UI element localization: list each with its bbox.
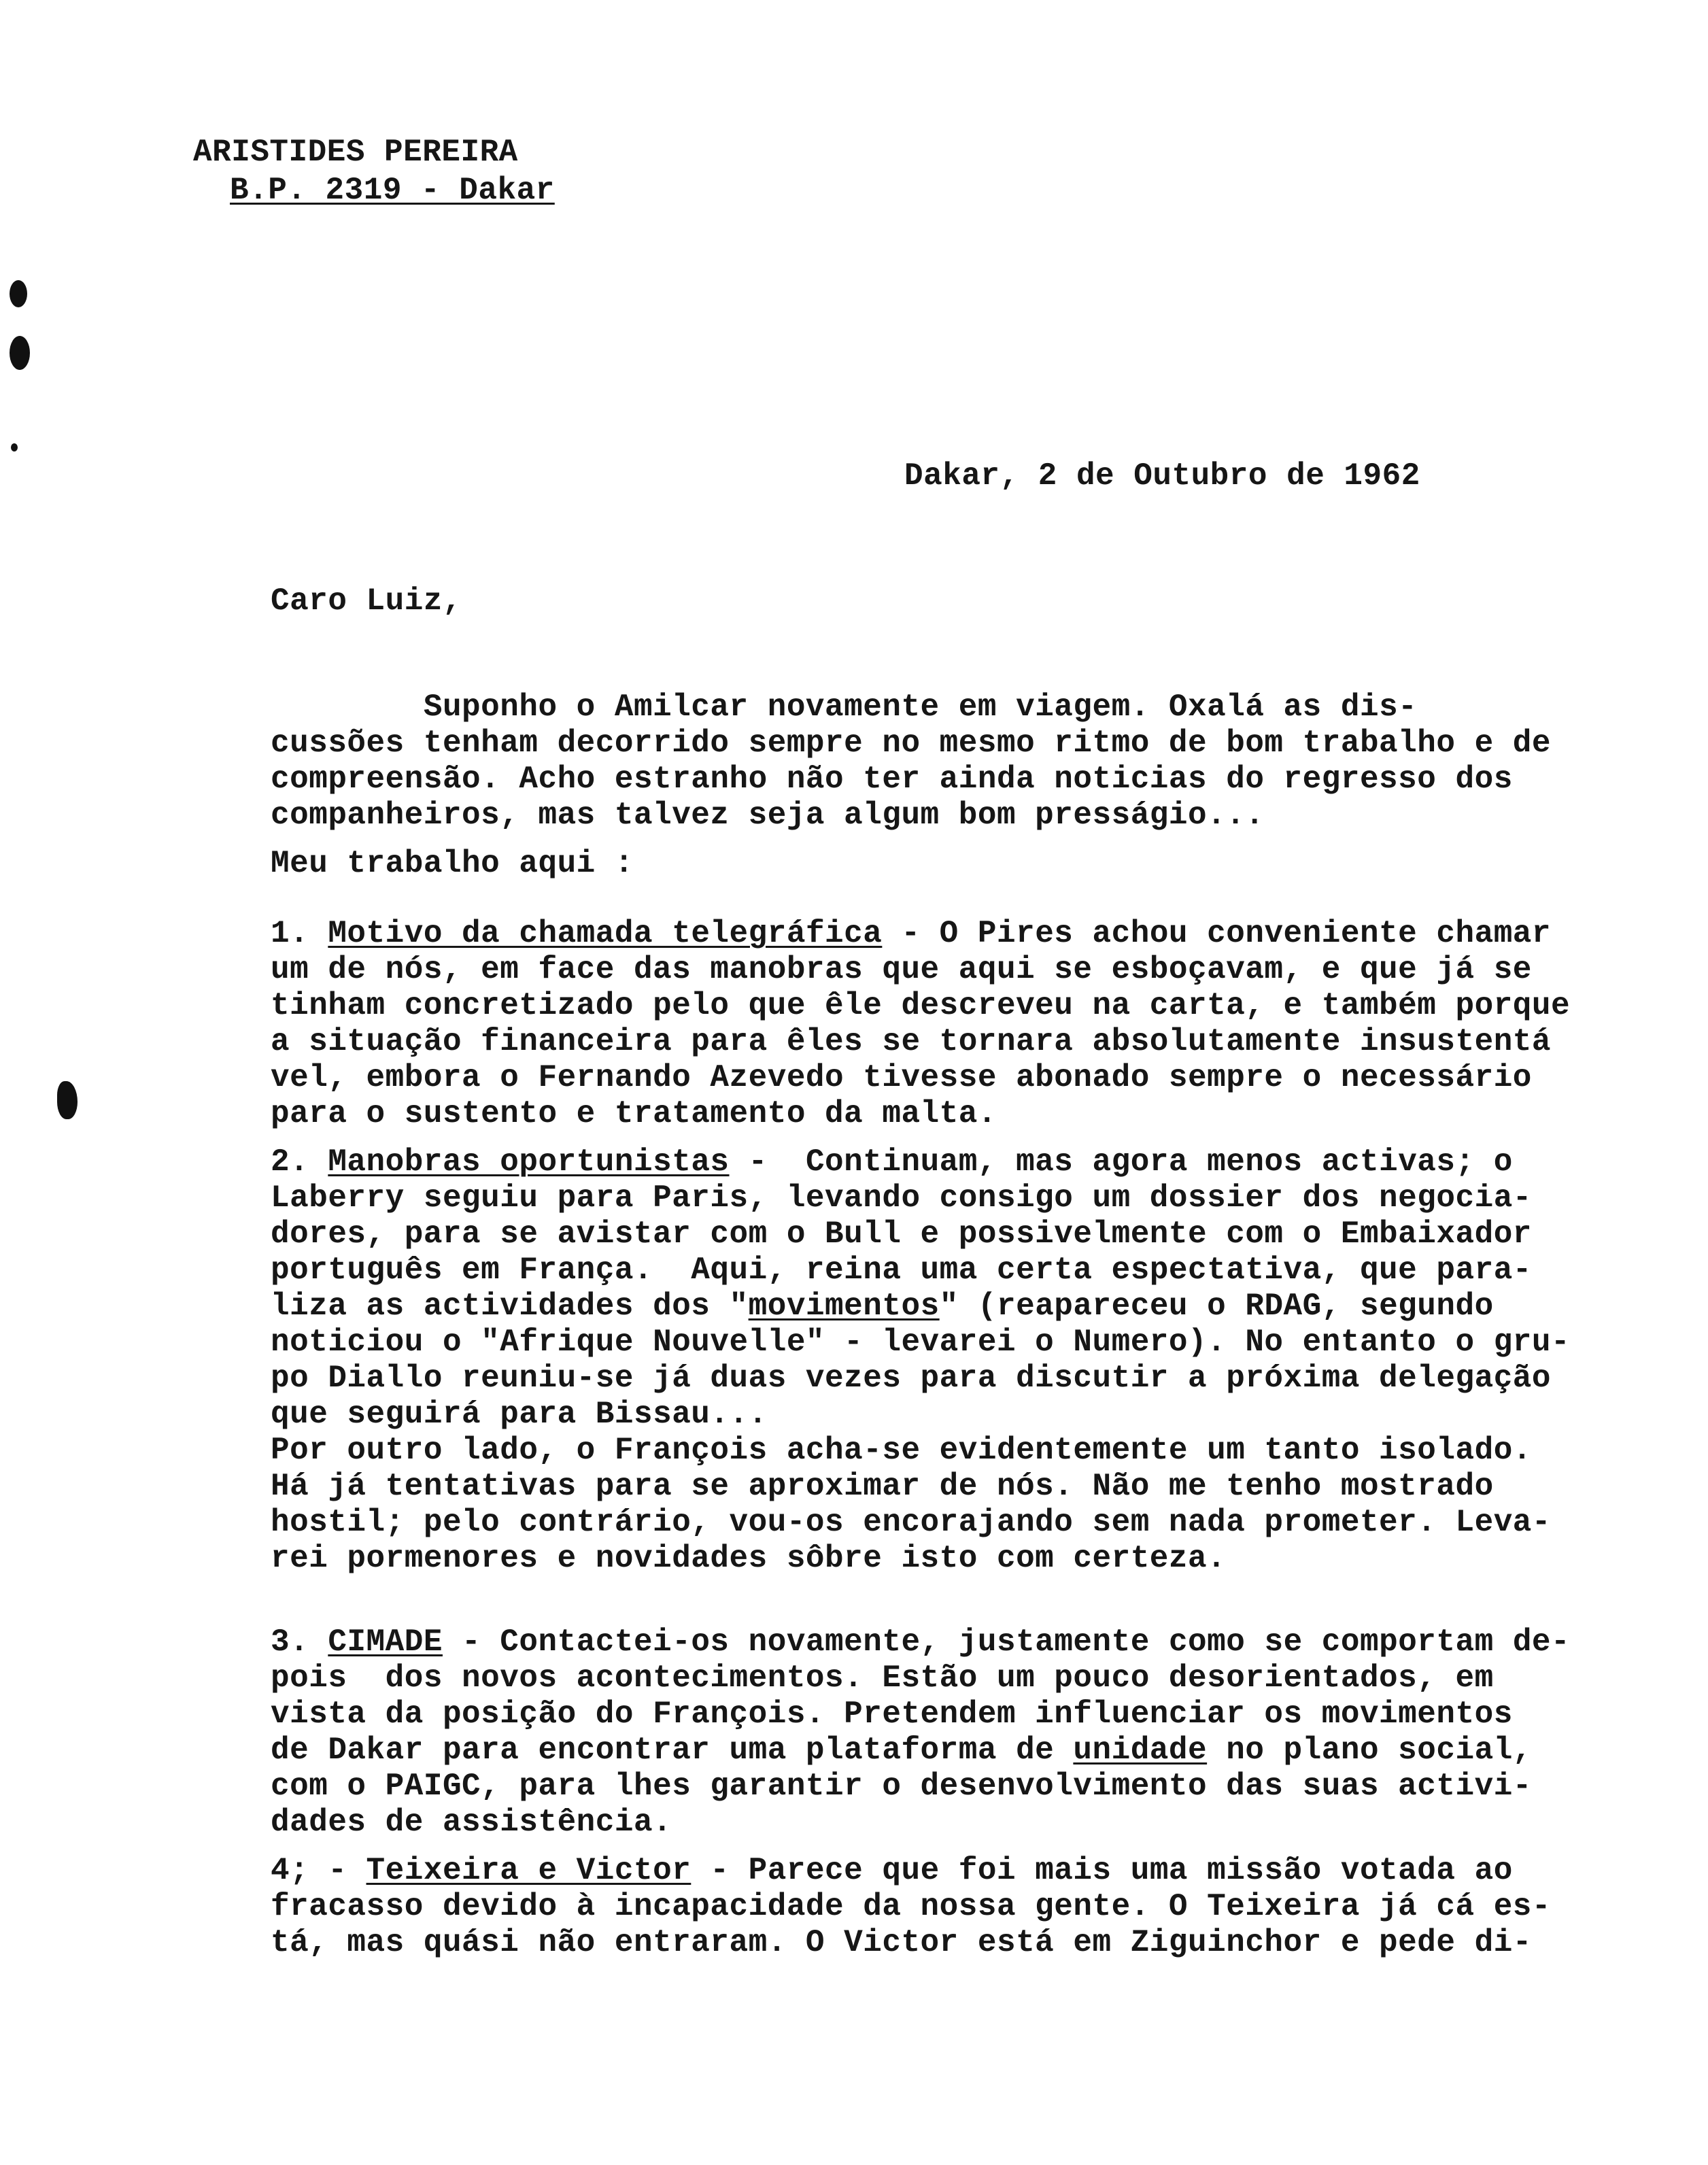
text-line: tá, mas quási não entraram. O Victor está em Ziguinchor e pede di- <box>271 1925 1532 1960</box>
item-2 <box>271 1144 1570 1577</box>
text-line: de Dakar para encontrar uma plataforma de unidade no plano social, <box>271 1733 1532 1768</box>
item-2-title: Manobras oportunistas <box>328 1144 730 1180</box>
item-4 <box>271 1853 1570 1961</box>
text-line: para o sustento e tratamento da malta. <box>271 1096 997 1131</box>
text-line: 2. Manobras oportunistas - Continuam, mas agora menos activas; o <box>271 1144 1513 1180</box>
text-line: Laberry seguiu para Paris, levando consigo um dossier dos negocia- <box>271 1180 1532 1216</box>
text-line: tinham concretizado pelo que êle descreveu na carta, e também porque <box>271 988 1571 1023</box>
sender-name: ARISTIDES PEREIRA <box>193 135 518 170</box>
letter-body <box>271 689 1570 1961</box>
text-line: hostil; pelo contrário, vou-os encorajando sem nada prometer. Leva- <box>271 1505 1552 1540</box>
text-line: rei pormenores e novidades sôbre isto com certeza. <box>271 1541 1227 1576</box>
text-line: companheiros, mas talvez seja algum bom presságio... <box>271 798 1265 833</box>
item-1-title: Motivo da chamada telegráfica <box>328 916 883 951</box>
text-line: com o PAIGC, para lhes garantir o desenvolvimento das suas activi- <box>271 1769 1532 1804</box>
text-line: fracasso devido à incapacidade da nossa gente. O Teixeira já cá es- <box>271 1889 1552 1924</box>
text-line: dades de assistência. <box>271 1805 672 1840</box>
sender-address: B.P. 2319 - Dakar <box>230 173 555 208</box>
text-line: Suponho o Amilcar novamente em viagem. Oxalá as dis- <box>423 689 1418 725</box>
item-4-title: Teixeira e Victor <box>366 1853 691 1888</box>
text-line: a situação financeira para êles se tornara absolutamente insustentá <box>271 1024 1552 1059</box>
text-line: noticiou o "Afrique Nouvelle" - levarei o Numero). No entanto o gru- <box>271 1325 1571 1360</box>
text-line: 4; - Teixeira e Victor - Parece que foi mais uma missão votada ao <box>271 1853 1513 1888</box>
salutation: Caro Luiz, <box>271 583 462 619</box>
ink-speck <box>11 443 18 451</box>
text-line: vel, embora o Fernando Azevedo tivesse abonado sempre o necessário <box>271 1060 1532 1095</box>
text-line: liza as actividades dos "movimentos" (reapareceu o RDAG, segundo <box>271 1289 1494 1324</box>
intro-paragraph <box>271 689 1570 834</box>
text-line: Por outro lado, o François acha-se evidentemente um tanto isolado. <box>271 1433 1532 1468</box>
punch-hole-mark <box>10 336 30 370</box>
text-line: dores, para se avistar com o Bull e possivelmente com o Embaixador <box>271 1216 1532 1252</box>
text-line: 1. Motivo da chamada telegráfica - O Pires achou conveniente chamar <box>271 916 1552 951</box>
text-line: um de nós, em face das manobras que aqui se esboçavam, e que já se <box>271 952 1532 987</box>
text-line: 3. CIMADE - Contactei-os novamente, justamente como se comportam de- <box>271 1624 1571 1660</box>
punch-hole-mark <box>10 280 27 307</box>
letter-date: Dakar, 2 de Outubro de 1962 <box>904 458 1420 494</box>
item-3-title: CIMADE <box>328 1624 443 1660</box>
text-line: vista da posição do François. Pretendem influenciar os movimentos <box>271 1697 1513 1732</box>
text-line: português em França. Aqui, reina uma certa espectativa, que para- <box>271 1252 1532 1288</box>
text-line: cussões tenham decorrido sempre no mesmo ritmo de bom trabalho e de <box>271 726 1552 761</box>
work-heading: Meu trabalho aqui : <box>271 846 634 881</box>
ink-speck <box>57 1081 78 1119</box>
item-3 <box>271 1624 1570 1841</box>
text-line: compreensão. Acho estranho não ter ainda noticias do regresso dos <box>271 762 1513 797</box>
text-line: pois dos novos acontecimentos. Estão um pouco desorientados, em <box>271 1660 1494 1696</box>
text-line: Há já tentativas para se aproximar de nós. Não me tenho mostrado <box>271 1469 1494 1504</box>
item-1 <box>271 916 1570 1132</box>
text-line: que seguirá para Bissau... <box>271 1397 768 1432</box>
text-line: po Diallo reuniu-se já duas vezes para discutir a próxima delegação <box>271 1361 1552 1396</box>
